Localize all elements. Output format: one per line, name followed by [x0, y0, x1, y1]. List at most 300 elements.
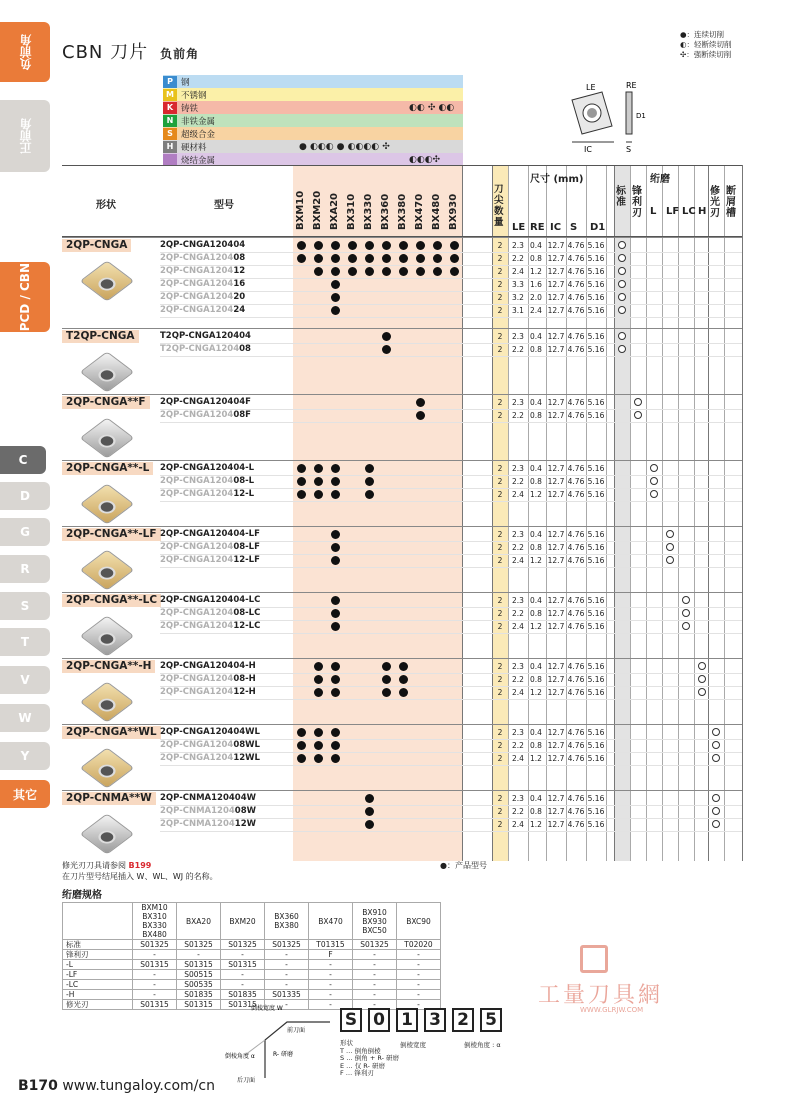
- dim-value: 1.2: [530, 688, 542, 697]
- dim-value: 2.3: [512, 728, 524, 737]
- dim-value: 2.4: [530, 306, 542, 315]
- availability-dot: [399, 662, 408, 671]
- hone-spec-title: 绗磨规格: [62, 890, 102, 901]
- dim-value: 2: [497, 306, 503, 315]
- hone-spec-cell: -: [353, 960, 397, 970]
- model-code: 2QP-CNGA120404-L: [160, 463, 255, 473]
- hone-mark: [634, 398, 642, 406]
- availability-dot: [297, 741, 306, 750]
- dim-value: 3.1: [512, 306, 524, 315]
- dim-value: 2: [497, 675, 503, 684]
- hone-spec-cell: -LC: [63, 980, 133, 990]
- availability-dot: [348, 241, 357, 250]
- material-name: 铸铁: [181, 103, 199, 114]
- dim-value: 2: [497, 345, 503, 354]
- dim-value: 2: [497, 398, 503, 407]
- hone-mark: [712, 741, 720, 749]
- dim-value: 5.16: [587, 820, 605, 829]
- insert-image: [80, 418, 136, 456]
- model-code: 2QP-CNGA120404-LC: [160, 595, 261, 605]
- dim-value: 12.7: [547, 556, 565, 565]
- availability-dot: [331, 741, 340, 750]
- sidebar-tab-11[interactable]: Y: [0, 742, 50, 770]
- dim-value: 2.3: [512, 332, 524, 341]
- dim-value: 5.16: [587, 293, 605, 302]
- hone-spec-cell: -: [309, 1000, 353, 1010]
- dim-value: 12.7: [547, 490, 565, 499]
- dim-value: 4.76: [567, 807, 585, 816]
- table-row: [160, 686, 742, 699]
- product-legend: ●：产品型号: [440, 861, 487, 870]
- material-row: [163, 140, 463, 153]
- hone-mark: [618, 293, 626, 301]
- sidebar-tab-3[interactable]: C: [0, 446, 46, 474]
- availability-dot: [331, 688, 340, 697]
- dim-value: 0.8: [530, 345, 542, 354]
- dim-value: 0.4: [530, 662, 542, 671]
- hone-spec-cell: F: [309, 950, 353, 960]
- group-divider: [62, 790, 742, 791]
- dim-value: 12.7: [547, 477, 565, 486]
- model-code: 2QP-CNGA120412-LC: [160, 621, 261, 631]
- dim-value: 5.16: [587, 490, 605, 499]
- code-char-box: 1: [396, 1008, 418, 1032]
- table-row: [160, 462, 742, 475]
- dim-value: 12.7: [547, 622, 565, 631]
- dim-value: 2: [497, 464, 503, 473]
- dim-value: 5.16: [587, 675, 605, 684]
- table-row: [160, 239, 742, 252]
- shape-label: 2QP-CNGA**-H: [62, 660, 155, 673]
- dim-value: 4.76: [567, 490, 585, 499]
- dim-value: 4.76: [567, 332, 585, 341]
- sidebar-tab-0[interactable]: 负前角: [0, 22, 50, 82]
- availability-dot: [331, 241, 340, 250]
- dim-value: 2: [497, 688, 503, 697]
- dims-title: 尺寸 (mm): [530, 174, 584, 185]
- hone-spec-cell: -: [397, 1000, 441, 1010]
- dim-value: 0.8: [530, 254, 542, 263]
- grade-header-BX930: BX930: [448, 193, 459, 230]
- sidebar-tab-10[interactable]: W: [0, 704, 50, 732]
- group-divider: [62, 592, 742, 593]
- availability-dot: [416, 411, 425, 420]
- dim-value: 12.7: [547, 306, 565, 315]
- material-name: 不锈钢: [181, 90, 207, 101]
- material-code: N: [163, 115, 177, 127]
- dim-value: 12.7: [547, 543, 565, 552]
- hone-mark: [712, 820, 720, 828]
- dim-value: 2.2: [512, 477, 524, 486]
- sidebar-tab-9[interactable]: V: [0, 666, 50, 694]
- dim-value: 2: [497, 754, 503, 763]
- availability-dot: [382, 675, 391, 684]
- model-code: 2QP-CNGA120412-LF: [160, 555, 260, 565]
- svg-text:倒棱宽度 W: 倒棱宽度 W: [251, 1005, 283, 1012]
- model-code: 2QP-CNGA120412-L: [160, 489, 255, 499]
- model-code: 2QP-CNGA120404-LF: [160, 529, 260, 539]
- dim-value: 1.2: [530, 556, 542, 565]
- hone-header-std: 标准: [616, 186, 626, 208]
- hone-spec-cell: -: [265, 970, 309, 980]
- availability-dot: [331, 662, 340, 671]
- availability-dot: [314, 464, 323, 473]
- grade-header-BXM10: BXM10: [295, 190, 306, 230]
- availability-dot: [399, 267, 408, 276]
- availability-dot: [331, 280, 340, 289]
- hone-spec-cell: S01315: [133, 960, 177, 970]
- availability-dot: [433, 241, 442, 250]
- sidebar-tab-1[interactable]: 正前角: [0, 100, 50, 172]
- dim-value: 5.16: [587, 332, 605, 341]
- table-row: [160, 396, 742, 409]
- dim-value: 2: [497, 807, 503, 816]
- model-code: 2QP-CNMA120408W: [160, 806, 257, 816]
- dim-value: 4.76: [567, 754, 585, 763]
- dim-value: 0.4: [530, 596, 542, 605]
- dim-value: 2.2: [512, 411, 524, 420]
- insert-image: [80, 484, 136, 522]
- group-divider: [62, 724, 742, 725]
- model-code: 2QP-CNMA120412W: [160, 819, 257, 829]
- model-code: 2QP-CNGA120408-LF: [160, 542, 260, 552]
- insert-image: [80, 748, 136, 786]
- code-char-box: 2: [452, 1008, 474, 1032]
- hone-mark: [634, 411, 642, 419]
- sidebar-tab-2[interactable]: PCD / CBN: [0, 262, 50, 332]
- hone-mark: [618, 332, 626, 340]
- grade-header-BX480: BX480: [431, 193, 442, 230]
- availability-dot: [365, 820, 374, 829]
- svg-text:前刀面: 前刀面: [287, 1027, 306, 1034]
- material-code: K: [163, 102, 177, 114]
- hone-spec-cell: -: [309, 990, 353, 1000]
- hone-spec-cell: S01325: [353, 940, 397, 950]
- group-divider: [62, 460, 742, 461]
- table-row: [160, 528, 742, 541]
- model-code: 2QP-CNGA120408-LC: [160, 608, 261, 618]
- hone-mark: [618, 345, 626, 353]
- hone-title: 绗磨: [650, 174, 670, 185]
- group-divider: [62, 526, 742, 527]
- availability-dot: [348, 254, 357, 263]
- material-marks: ● ◐◐◐ ● ◐◐◐◐ ✣: [299, 141, 390, 152]
- availability-dot: [331, 728, 340, 737]
- dim-value: 2: [497, 794, 503, 803]
- availability-dot: [399, 688, 408, 697]
- dim-value: 4.76: [567, 254, 585, 263]
- dim-value: 2: [497, 332, 503, 341]
- model-code: 2QP-CNGA120404-H: [160, 661, 256, 671]
- page-title: CBN 刀片 负前角: [62, 42, 200, 63]
- dim-value: 0.4: [530, 332, 542, 341]
- insert-image: [80, 550, 136, 588]
- material-row: [163, 127, 463, 140]
- material-code: P: [163, 76, 177, 88]
- dim-value: 4.76: [567, 556, 585, 565]
- dim-value: 2: [497, 293, 503, 302]
- wiper-note: 修光刃刀具请参阅 B199: [62, 861, 152, 870]
- material-row: [163, 101, 463, 114]
- dim-value: 12.7: [547, 241, 565, 250]
- sidebar-tab-12[interactable]: 其它: [0, 780, 50, 808]
- availability-dot: [314, 477, 323, 486]
- dim-value: 0.8: [530, 411, 542, 420]
- hone-mark: [618, 267, 626, 275]
- hone-spec-cell: -: [397, 950, 441, 960]
- shape-label: 2QP-CNGA**F: [62, 396, 150, 409]
- code-char-box: 0: [368, 1008, 390, 1032]
- svg-text:R- 研磨: R- 研磨: [273, 1051, 293, 1058]
- dim-value: 2: [497, 280, 503, 289]
- dim-value: 0.8: [530, 543, 542, 552]
- model-code: 2QP-CNGA120408: [160, 253, 246, 263]
- model-code: 2QP-CNGA120404: [160, 240, 246, 250]
- dim-value: 12.7: [547, 267, 565, 276]
- dim-value: 3.2: [512, 293, 524, 302]
- hone-spec-cell: S01315: [177, 960, 221, 970]
- availability-dot: [314, 741, 323, 750]
- dim-value: 2: [497, 477, 503, 486]
- dim-value: 12.7: [547, 609, 565, 618]
- model-code: 2QP-CNGA120404WL: [160, 727, 260, 737]
- model-code: 2QP-CNGA120408-H: [160, 674, 256, 684]
- dim-value: 4.76: [567, 345, 585, 354]
- sidebar-tab-5[interactable]: G: [0, 518, 50, 546]
- availability-dot: [314, 254, 323, 263]
- dim-value: 5.16: [587, 622, 605, 631]
- hone-spec-head: BX470: [309, 903, 353, 940]
- table-row: [160, 818, 742, 831]
- model-header: 型号: [214, 200, 234, 211]
- dim-value: 4.76: [567, 675, 585, 684]
- availability-dot: [331, 306, 340, 315]
- availability-dot: [331, 464, 340, 473]
- table-row: [160, 475, 742, 488]
- dim-value: 12.7: [547, 675, 565, 684]
- hone-spec-cell: -: [309, 970, 353, 980]
- grade-header-BX330: BX330: [363, 193, 374, 230]
- dim-value: 12.7: [547, 411, 565, 420]
- watermark-brand: 工量刀具網: [538, 983, 664, 1008]
- dim-value: 2: [497, 609, 503, 618]
- dim-value: 12.7: [547, 794, 565, 803]
- dim-value: 4.76: [567, 530, 585, 539]
- dim-value: 5.16: [587, 754, 605, 763]
- dim-value: 2: [497, 728, 503, 737]
- dim-value: 0.8: [530, 741, 542, 750]
- hone-spec-cell: 锋利刃: [63, 950, 133, 960]
- row-line: [160, 422, 742, 423]
- availability-dot: [297, 754, 306, 763]
- dim-value: 0.8: [530, 477, 542, 486]
- hone-spec-cell: -: [133, 990, 177, 1000]
- hone-spec-cell: -LF: [63, 970, 133, 980]
- availability-dot: [365, 241, 374, 250]
- table-row: [160, 726, 742, 739]
- table-row: [160, 330, 742, 343]
- dim-value: 4.76: [567, 688, 585, 697]
- watermark-url: WWW.GLRJW.COM: [580, 1006, 644, 1014]
- model-code: 2QP-CNGA120408F: [160, 410, 251, 420]
- hone-spec-head: BXA20: [177, 903, 221, 940]
- availability-dot: [297, 464, 306, 473]
- dim-value: 5.16: [587, 280, 605, 289]
- dim-value: 12.7: [547, 345, 565, 354]
- shape-label: T2QP-CNGA: [62, 330, 139, 343]
- group-divider: [62, 658, 742, 659]
- shape-header: 形状: [96, 200, 116, 211]
- availability-dot: [416, 241, 425, 250]
- hone-spec-cell: -: [221, 980, 265, 990]
- hone-mark: [698, 662, 706, 670]
- hone-spec-cell: -: [265, 980, 309, 990]
- grid-line: [742, 165, 743, 861]
- availability-dot: [365, 464, 374, 473]
- table-row: [160, 673, 742, 686]
- availability-dot: [314, 675, 323, 684]
- dim-value: 2.4: [512, 490, 524, 499]
- dim-value: 12.7: [547, 398, 565, 407]
- availability-dot: [297, 477, 306, 486]
- row-line: [160, 501, 742, 502]
- dim-value: 2: [497, 490, 503, 499]
- dim-value: 5.16: [587, 267, 605, 276]
- material-name: 硬材料: [181, 142, 207, 153]
- sidebar-tab-6[interactable]: R: [0, 555, 50, 583]
- dim-value: 2: [497, 820, 503, 829]
- dim-header-S: S: [570, 222, 578, 233]
- table-row: [160, 739, 742, 752]
- dim-value: 5.16: [587, 241, 605, 250]
- dim-value: 1.2: [530, 820, 542, 829]
- dim-value: 4.76: [567, 728, 585, 737]
- dim-value: 12.7: [547, 332, 565, 341]
- group-divider: [62, 237, 742, 238]
- code-char-box: 3: [424, 1008, 446, 1032]
- shape-label: 2QP-CNGA**-LC: [62, 594, 161, 607]
- hone-mark: [682, 622, 690, 630]
- material-code: M: [163, 89, 177, 101]
- model-code: 2QP-CNGA120416: [160, 279, 246, 289]
- hone-spec-cell: -: [177, 950, 221, 960]
- availability-dot: [382, 332, 391, 341]
- dim-value: 2.3: [512, 596, 524, 605]
- hone-spec-cell: S00515: [177, 970, 221, 980]
- hone-spec-table: [62, 902, 441, 1010]
- availability-dot: [331, 477, 340, 486]
- edge-count-header: 刀尖数量: [494, 184, 504, 228]
- dim-value: 5.16: [587, 807, 605, 816]
- hone-spec-cell: S01325: [177, 940, 221, 950]
- dim-value: 4.76: [567, 622, 585, 631]
- row-line: [160, 765, 742, 766]
- dim-value: 1.6: [530, 280, 542, 289]
- dim-value: 1.2: [530, 490, 542, 499]
- dim-value: 2.4: [512, 622, 524, 631]
- hone-spec-cell: -L: [63, 960, 133, 970]
- availability-dot: [365, 807, 374, 816]
- sidebar-tab-4[interactable]: D: [0, 482, 50, 510]
- dim-value: 5.16: [587, 596, 605, 605]
- dim-value: 2.2: [512, 543, 524, 552]
- model-code: 2QP-CNGA120408WL: [160, 740, 260, 750]
- availability-dot: [331, 622, 340, 631]
- material-row: [163, 114, 463, 127]
- model-code: 2QP-CNGA120412WL: [160, 753, 260, 763]
- dim-value: 4.76: [567, 820, 585, 829]
- hone-mark: [682, 596, 690, 604]
- availability-dot: [382, 688, 391, 697]
- dim-value: 5.16: [587, 609, 605, 618]
- sidebar-tab-7[interactable]: S: [0, 592, 50, 620]
- table-row: [160, 541, 742, 554]
- dim-value: 0.4: [530, 794, 542, 803]
- grade-header-BX310: BX310: [346, 193, 357, 230]
- model-code: T2QP-CNGA120408: [160, 344, 251, 354]
- grade-header-BX380: BX380: [397, 193, 408, 230]
- dim-value: 12.7: [547, 688, 565, 697]
- dim-value: 2: [497, 411, 503, 420]
- dim-value: 2.2: [512, 807, 524, 816]
- insert-dimension-diagram: [560, 80, 670, 160]
- availability-dot: [382, 241, 391, 250]
- dim-value: 4.76: [567, 306, 585, 315]
- availability-dot: [331, 530, 340, 539]
- dim-value: 2: [497, 662, 503, 671]
- insert-image: [80, 682, 136, 720]
- dim-value: 0.4: [530, 241, 542, 250]
- footer-url: www.tungaloy.com/cn: [62, 1078, 215, 1094]
- dim-value: 12.7: [547, 293, 565, 302]
- hone-spec-cell: -: [221, 970, 265, 980]
- material-code: H: [163, 141, 177, 153]
- table-row: [160, 252, 742, 265]
- availability-dot: [365, 477, 374, 486]
- availability-dot: [416, 254, 425, 263]
- availability-dot: [433, 267, 442, 276]
- dim-value: 2.3: [512, 398, 524, 407]
- dim-value: 2.3: [512, 241, 524, 250]
- hone-mark: [666, 543, 674, 551]
- dim-value: 0.8: [530, 675, 542, 684]
- availability-dot: [331, 596, 340, 605]
- model-code: 2QP-CNGA120420: [160, 292, 246, 302]
- material-row: [163, 75, 463, 88]
- watermark-logo: [580, 945, 608, 973]
- availability-dot: [297, 728, 306, 737]
- dim-value: 4.76: [567, 411, 585, 420]
- svg-text:D1: D1: [636, 112, 646, 120]
- cutting-legend: ●：连续切削 ◐：轻断续切削 ✣：强断续切削: [680, 30, 732, 59]
- shape-label: 2QP-CNGA: [62, 239, 131, 252]
- hone-spec-cell: -: [133, 950, 177, 960]
- dim-value: 12.7: [547, 807, 565, 816]
- sidebar-tab-8[interactable]: T: [0, 628, 50, 656]
- hone-spec-head: BX910 BX930 BXC50: [353, 903, 397, 940]
- availability-dot: [297, 490, 306, 499]
- dim-value: 2: [497, 543, 503, 552]
- breaker-header: 断屑槽: [726, 186, 736, 219]
- hone-header-H: H: [698, 206, 707, 217]
- model-code: T2QP-CNGA120404: [160, 331, 251, 341]
- svg-text:后刀面: 后刀面: [237, 1077, 256, 1084]
- hone-spec-cell: -: [265, 950, 309, 960]
- page-subtitle: 负前角: [160, 47, 200, 61]
- code-shape-legend: 形状 T … 倒角倒棱 S … 倒角 + R- 研磨 E … 仅 R- 研磨 F … 锋利刃: [340, 1039, 400, 1077]
- table-row: [160, 265, 742, 278]
- dim-value: 5.16: [587, 464, 605, 473]
